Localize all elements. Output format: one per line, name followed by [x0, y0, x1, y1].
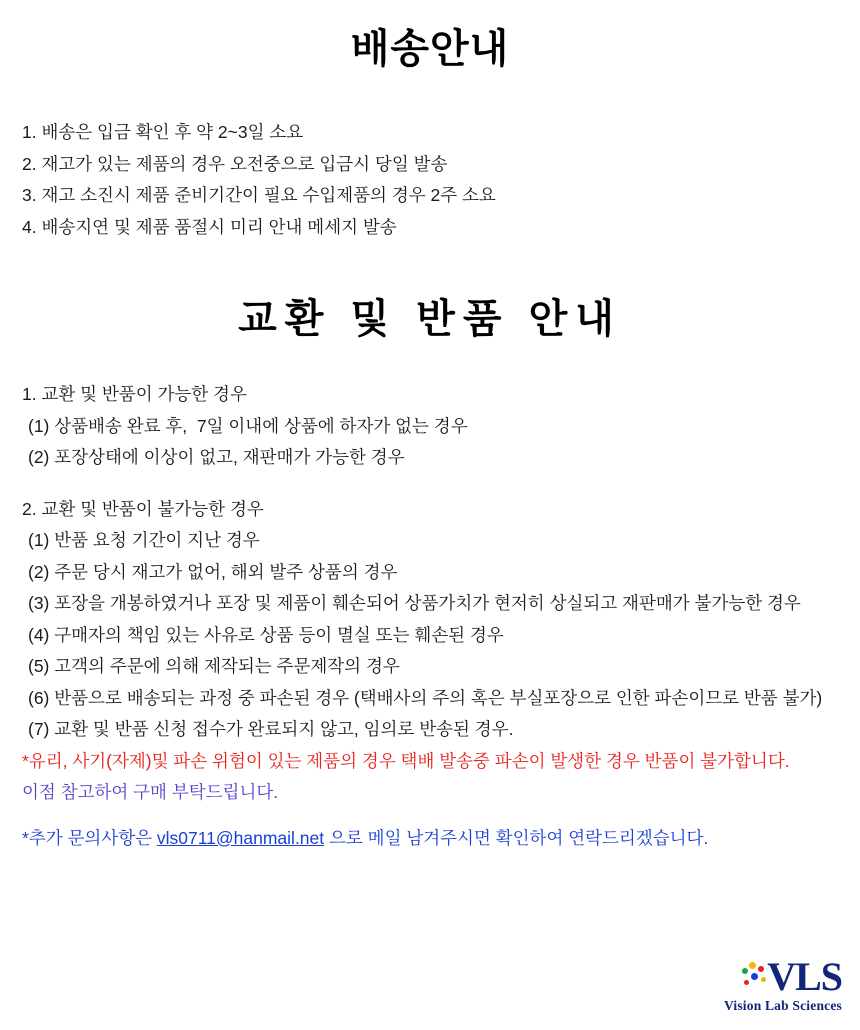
- shipping-notice-list: [0, 124, 860, 236]
- warning-line-1: *유리, 사기(자제)및 파손 위험이 있는 제품의 경우 택배 발송중 파손이 발생한 경우 반품이 불가합니다.: [22, 750, 790, 771]
- company-logo: [572, 952, 842, 1014]
- contact-prefix: *추가 문의사항은: [22, 827, 157, 848]
- list-item: (4) 구매자의 책임 있는 사유로 상품 등이 멸실 또는 훼손된 경우: [28, 624, 504, 645]
- logo-mark: [572, 952, 842, 999]
- contact-suffix: 으로 메일 남겨주시면 확인하여 연락드리겠습니다.: [324, 827, 709, 848]
- list-item: (6) 반품으로 배송되는 과정 중 파손된 경우 (택배사의 주의 혹은 부실포장으로 인한 파손이므로 반품 불가): [28, 687, 823, 708]
- list-item: 4. 배송지연 및 제품 품절시 미리 안내 메세지 발송: [22, 216, 397, 237]
- list-item: (2) 포장상태에 이상이 없고, 재판매가 가능한 경우: [28, 447, 405, 467]
- list-item: (1) 반품 요청 기간이 지난 경우: [28, 530, 260, 550]
- spacer: [0, 72, 860, 124]
- list-item: (5) 고객의 주문에 의해 제작되는 주문제작의 경우: [28, 656, 400, 676]
- list-item: 3. 재고 소진시 제품 준비기간이 필요 수입제품의 경우 2주 소요: [22, 185, 496, 205]
- list-item: 2. 재고가 있는 제품의 경우 오전중으로 입금시 당일 발송: [22, 153, 448, 174]
- spacer: [0, 236, 860, 296]
- list-item: 1. 배송은 입금 확인 후 약 2~3일 소요: [22, 122, 304, 142]
- list-item: (1) 상품배송 완료 후, 7일 이내에 상품에 하자가 없는 경우: [28, 415, 468, 436]
- warning-line-2: 이점 참고하여 구매 부탁드립니다.: [22, 782, 279, 802]
- section-title: 2. 교환 및 반품이 불가능한 경우: [22, 498, 264, 519]
- logo-subtitle: Vision Lab Sciences: [723, 998, 842, 1013]
- return-notice-section-2: [0, 498, 860, 739]
- page-title-return: 교환 및 반품 안내: [238, 297, 622, 341]
- list-item: (7) 교환 및 반품 신청 접수가 완료되지 않고, 임의로 반송된 경우.: [28, 719, 514, 739]
- return-notice-section-1: [0, 386, 860, 467]
- return-warning: [0, 750, 860, 802]
- contact-email-link[interactable]: vls0711@hanmail.net: [156, 827, 325, 848]
- spacer: [0, 342, 860, 386]
- section-title: 1. 교환 및 반품이 가능한 경우: [22, 384, 247, 404]
- dots-cluster-icon: [741, 962, 767, 992]
- spacer: [0, 467, 860, 501]
- contact-paragraph: [22, 827, 860, 848]
- list-item: (3) 포장을 개봉하였거나 포장 및 제품이 훼손되어 상품가치가 현저히 상실되고 재판매가 불가능한 경우: [28, 593, 801, 613]
- contact-line: [0, 827, 860, 848]
- spacer: [0, 802, 860, 830]
- document-page: [0, 26, 860, 1030]
- page-title-shipping: 배송안내: [350, 27, 510, 71]
- list-item: (2) 주문 당시 재고가 없어, 해외 발주 상품의 경우: [28, 561, 398, 582]
- logo-wordmark: VLS: [767, 954, 842, 999]
